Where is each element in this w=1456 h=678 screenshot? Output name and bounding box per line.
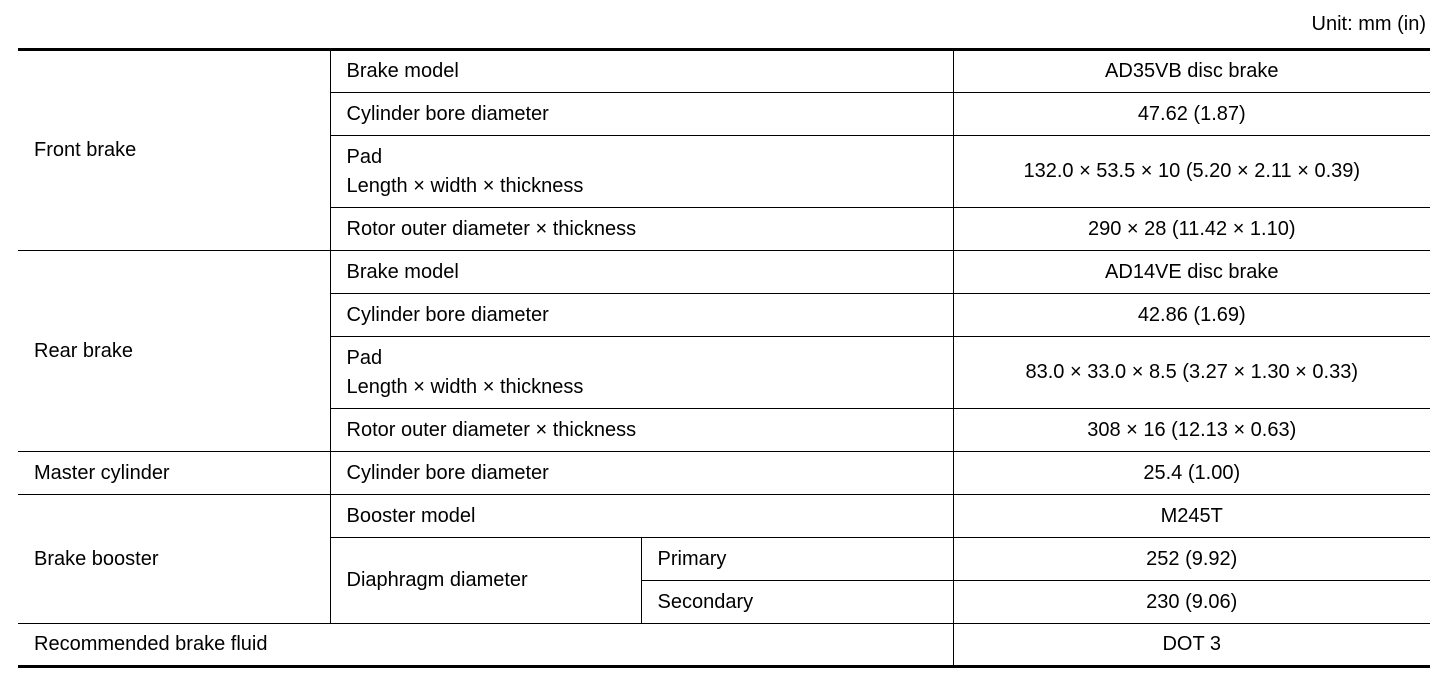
rear-pad-title: Pad — [346, 346, 383, 369]
diaphragm-diameter-label: Diaphragm diameter — [330, 538, 641, 624]
front-cylinder-bore-value: 47.62 (1.87) — [953, 93, 1430, 136]
front-brake-model-label: Brake model — [330, 50, 953, 93]
rear-cylinder-bore-value: 42.86 (1.69) — [953, 294, 1430, 337]
rear-pad-dimensions-label: Length × width × thickness — [346, 375, 584, 398]
front-brake-model-value: AD35VB disc brake — [953, 50, 1430, 93]
rear-pad-label — [330, 337, 953, 409]
front-rotor-label: Rotor outer diameter × thickness — [330, 208, 953, 251]
rear-pad-value: 83.0 × 33.0 × 8.5 (3.27 × 1.30 × 0.33) — [953, 337, 1430, 409]
table-row — [18, 251, 1430, 294]
diaphragm-secondary-value: 230 (9.06) — [953, 581, 1430, 624]
unit-label: Unit: mm (in) — [1311, 13, 1426, 35]
table-row — [18, 495, 1430, 538]
recommended-brake-fluid-label: Recommended brake fluid — [18, 624, 953, 667]
rear-brake-label: Rear brake — [18, 251, 330, 452]
rear-cylinder-bore-label: Cylinder bore diameter — [330, 294, 953, 337]
table-row — [18, 50, 1430, 93]
rear-rotor-label: Rotor outer diameter × thickness — [330, 409, 953, 452]
booster-model-value: M245T — [953, 495, 1430, 538]
diaphragm-primary-value: 252 (9.92) — [953, 538, 1430, 581]
brake-specifications-table — [18, 48, 1430, 668]
booster-model-label: Booster model — [330, 495, 953, 538]
front-rotor-value: 290 × 28 (11.42 × 1.10) — [953, 208, 1430, 251]
front-cylinder-bore-label: Cylinder bore diameter — [330, 93, 953, 136]
rear-rotor-value: 308 × 16 (12.13 × 0.63) — [953, 409, 1430, 452]
recommended-brake-fluid-value: DOT 3 — [953, 624, 1430, 667]
master-cylinder-bore-value: 25.4 (1.00) — [953, 452, 1430, 495]
front-brake-label: Front brake — [18, 50, 330, 251]
rear-brake-model-label: Brake model — [330, 251, 953, 294]
table-row — [18, 452, 1430, 495]
front-pad-label — [330, 136, 953, 208]
front-pad-title: Pad — [346, 145, 383, 168]
master-cylinder-label: Master cylinder — [18, 452, 330, 495]
rear-brake-model-value: AD14VE disc brake — [953, 251, 1430, 294]
front-pad-dimensions-label: Length × width × thickness — [346, 174, 584, 197]
table-row — [18, 624, 1430, 667]
diaphragm-secondary-label: Secondary — [641, 581, 953, 624]
diaphragm-primary-label: Primary — [641, 538, 953, 581]
brake-booster-label: Brake booster — [18, 495, 330, 624]
front-pad-value: 132.0 × 53.5 × 10 (5.20 × 2.11 × 0.39) — [953, 136, 1430, 208]
master-cylinder-bore-label: Cylinder bore diameter — [330, 452, 953, 495]
